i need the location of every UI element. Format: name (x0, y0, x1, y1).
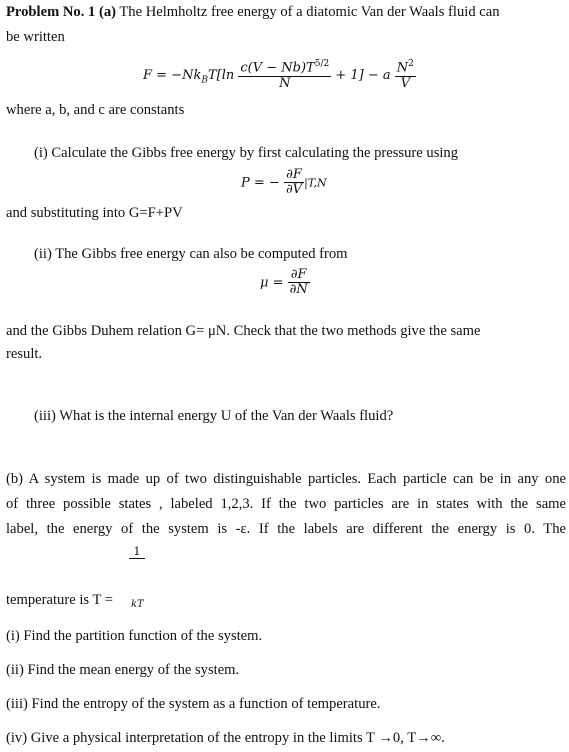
pressure-eq-fraction (284, 168, 304, 198)
temperature-num: 1 (129, 546, 145, 559)
eq-t-ln: T[ln (207, 67, 235, 83)
part-ii-after-line2: result. (6, 346, 43, 362)
eq-fraction-1 (238, 60, 331, 91)
part-b-line3: label, the energy of the system is -ε. If the labels are different the energy is 0. The (6, 521, 566, 537)
helmholtz-equation (143, 60, 416, 91)
eq-mid: + 1] − a (335, 67, 391, 83)
eq-fraction-2 (395, 60, 416, 91)
mu-equation (260, 268, 310, 298)
temperature-line (6, 592, 113, 610)
part-b-q3: (iii) Find the entropy of the system as a function of temperature. (6, 696, 381, 712)
eq-frac1-sup: 5/2 (314, 59, 330, 69)
problem-heading: Problem No. 1 (a) (6, 4, 116, 20)
eq-frac2-num: N (396, 60, 409, 76)
constants-line: where a, b, and c are constants (6, 102, 185, 118)
pressure-eq-den: ∂V (285, 182, 303, 198)
problem-intro-text: The Helmholtz free energy of a diatomic Van der Waals fluid can (119, 4, 500, 20)
pressure-equation (241, 168, 327, 198)
eq-frac2-sup: 2 (408, 59, 414, 69)
mu-eq-lhs: μ = (260, 275, 284, 291)
eq-sub-b: B (201, 75, 208, 86)
pressure-eq-sub: |T,N (304, 176, 327, 190)
problem-intro-line2: be written (6, 29, 65, 45)
part-i-text: (i) Calculate the Gibbs free energy by first calculating the pressure using (34, 145, 459, 161)
eq-frac2-den: V (400, 75, 411, 91)
part-b-paragraph (6, 467, 566, 542)
temperature-fraction (129, 546, 145, 559)
problem-intro-line1 (6, 4, 500, 22)
part-b-line2: of three possible states , labeled 1,2,3. If the two particles are in states with the same (6, 496, 566, 512)
eq-frac1-den: N (279, 75, 291, 91)
mu-eq-den: ∂N (289, 282, 308, 298)
mu-eq-num: ∂F (288, 268, 310, 283)
part-b-q2: (ii) Find the mean energy of the system. (6, 662, 240, 678)
pressure-eq-num: ∂F (284, 168, 304, 183)
eq-frac1-num: c(V − Nb)T (240, 60, 315, 76)
part-ii-after-line1: and the Gibbs Duhem relation G= μN. Check that the two methods give the same (6, 323, 481, 339)
part-i-after: and substituting into G=F+PV (6, 205, 183, 221)
pressure-eq-lhs: P = − (241, 175, 280, 191)
temperature-prefix: temperature is T = (6, 592, 113, 608)
mu-eq-fraction (288, 268, 310, 298)
part-b-q1: (i) Find the partition function of the system. (6, 628, 263, 644)
part-ii-text: (ii) The Gibbs free energy can also be computed from (34, 246, 348, 262)
part-b-line1: (b) A system is made up of two distinguishable particles. Each particle can be in any one (6, 471, 566, 487)
temperature-den: kT (131, 599, 144, 610)
part-iii-text: (iii) What is the internal energy U of the Van der Waals fluid? (34, 408, 394, 424)
part-b-q4: (iv) Give a physical interpretation of the entropy in the limits T →0, T→∞. (6, 730, 445, 746)
eq-lhs: F = −Nk (143, 67, 202, 83)
